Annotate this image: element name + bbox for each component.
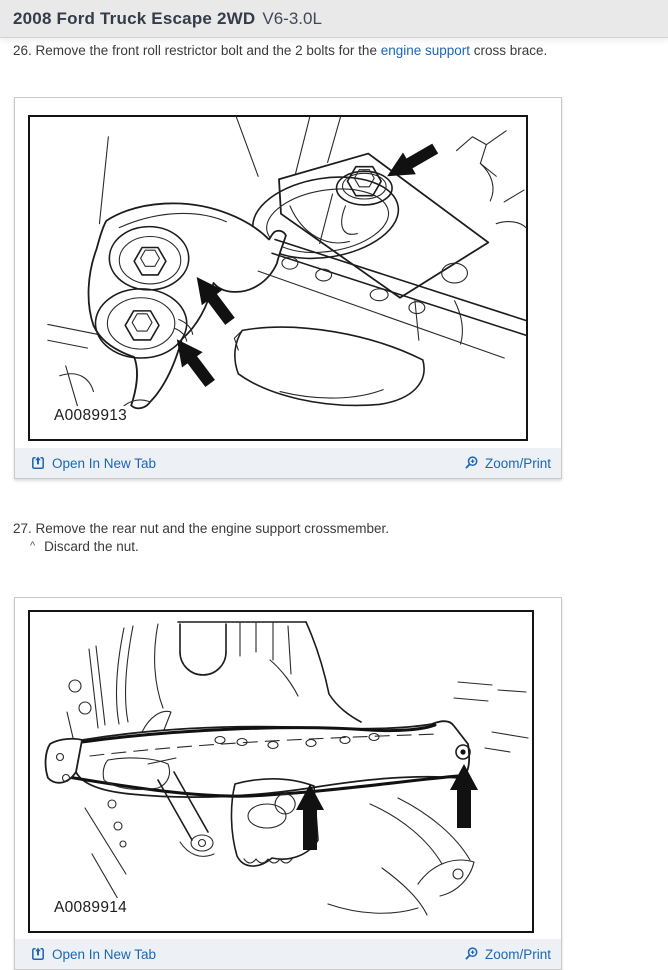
zoom-print-label: Zoom/Print [484, 455, 551, 471]
figure-1-diagram-frame [28, 115, 528, 441]
step-26 [13, 41, 653, 60]
header-bar [0, 0, 668, 38]
figure-1-diagram [30, 117, 526, 439]
callout-arrow-top-bolt [387, 144, 438, 177]
step-26-text-after: cross brace. [470, 43, 548, 58]
figure-1-footer [15, 448, 561, 478]
engine-support-link[interactable]: engine support [380, 43, 471, 58]
discard-note-text: Discard the nut. [44, 539, 139, 554]
figure-2-diagram [30, 612, 532, 931]
open-in-new-tab-icon [30, 455, 46, 471]
figure-card-2 [14, 597, 562, 970]
zoom-print-label-2: Zoom/Print [484, 946, 551, 962]
discard-note [30, 539, 139, 554]
zoom-icon [463, 946, 479, 962]
zoom-icon [463, 455, 479, 471]
figure-card-1 [14, 97, 562, 479]
step-27-text: Remove the rear nut and the engine support crossmember. [31, 521, 389, 536]
open-in-new-tab-button-2[interactable] [30, 946, 156, 962]
figure-2-footer [15, 939, 561, 969]
zoom-print-button-2[interactable] [463, 946, 551, 962]
open-in-new-tab-label-2: Open In New Tab [52, 946, 157, 962]
open-in-new-tab-icon [30, 946, 46, 962]
step-27-number: 27. [13, 521, 32, 536]
caret-marker: ^ [30, 540, 36, 552]
open-in-new-tab-button[interactable] [30, 455, 156, 471]
step-26-text-before: Remove the front roll restrictor bolt and the 2 bolts for the [31, 43, 381, 58]
callout-arrow-lower-bushing [177, 339, 215, 387]
step-27 [13, 519, 653, 538]
figure-2-label: A0089914 [51, 898, 130, 918]
step-26-number: 26. [13, 43, 32, 58]
page-title: 2008 Ford Truck Escape 2WD [13, 8, 256, 28]
zoom-print-button[interactable] [463, 455, 551, 471]
open-in-new-tab-label: Open In New Tab [52, 455, 157, 471]
engine-variant: V6-3.0L [262, 8, 322, 28]
figure-2-diagram-frame [28, 610, 534, 933]
figure-1-label: A0089913 [51, 406, 130, 426]
